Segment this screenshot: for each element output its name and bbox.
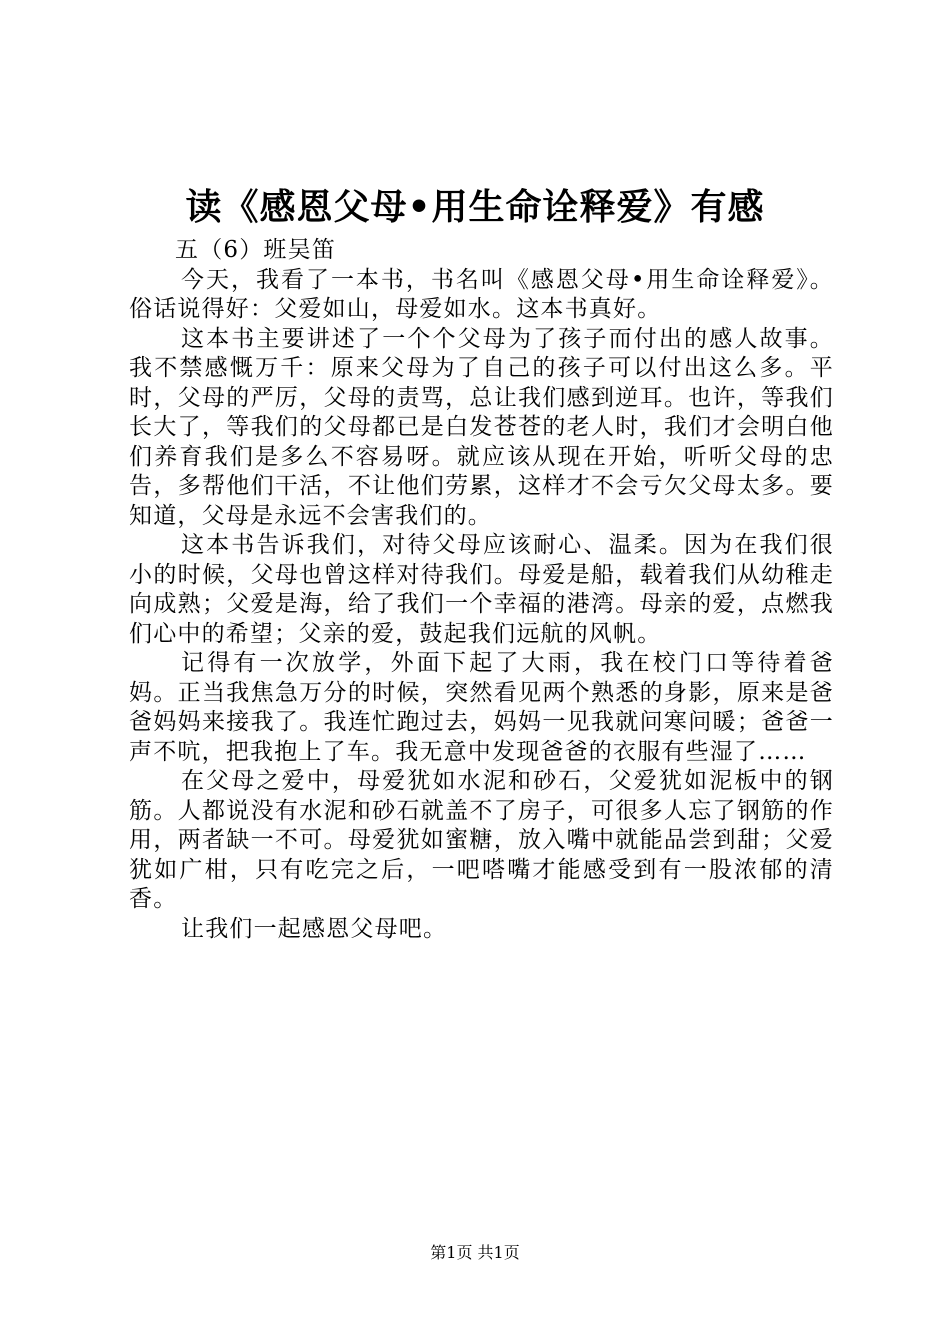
author-byline: 五（6）班吴笛 xyxy=(175,237,337,263)
page-footer: 第1页 共1页 xyxy=(430,1243,520,1262)
paragraph-3: 这本书告诉我们，对待父母应该耐心、温柔。因为在我们很小的时候，父母也曾这样对待我们。母爱是船，载着我们从幼稚走向成熟；父爱是海，给了我们一个幸福的港湾。母亲的爱，点燃我们心中的希望；父亲的爱，鼓起我们远航的风帆。 xyxy=(129,532,834,647)
paragraph-5: 在父母之爱中，母爱犹如水泥和砂石，父爱犹如泥板中的钢筋。人都说没有水泥和砂石就盖不了房子，可很多人忘了钢筋的作用，两者缺一不可。母爱犹如蜜糖，放入嘴中就能品尝到甜；父爱犹如广柑，只有吃完之后，一吧嗒嘴才能感受到有一股浓郁的清香。 xyxy=(129,768,834,912)
paragraph-6: 让我们一起感恩父母吧。 xyxy=(181,915,448,942)
paragraph-2: 这本书主要讲述了一个个父母为了孩子而付出的感人故事。我不禁感慨万千：原来父母为了自己的孩子可以付出这么多。平时，父母的严厉，父母的责骂，总让我们感到逆耳。也许，等我们长大了，等我们的父母都已是白发苍苍的老人时，我们才会明白他们养育我们是多么不容易呀。就应该从现在开始，听听父母的忠告，多帮他们干活，不让他们劳累，这样才不会亏欠父母太多。要知道，父母是永远不会害我们的。 xyxy=(129,325,834,529)
paragraph-1: 今天，我看了一本书，书名叫《感恩父母•用生命诠释爱》。俗话说得好：父爱如山，母爱如水。这本书真好。 xyxy=(129,266,834,322)
paragraph-4: 记得有一次放学，外面下起了大雨，我在校门口等待着爸妈。正当我焦急万分的时候，突然看见两个熟悉的身影，原来是爸爸妈妈来接我了。我连忙跑过去，妈妈一见我就问寒问暖；爸爸一声不吭，把我抱上了车。我无意中发现爸爸的衣服有些湿了…… xyxy=(129,650,834,765)
document-title: 读《感恩父母•用生命诠释爱》有感 xyxy=(185,187,765,228)
document-body xyxy=(129,236,834,944)
